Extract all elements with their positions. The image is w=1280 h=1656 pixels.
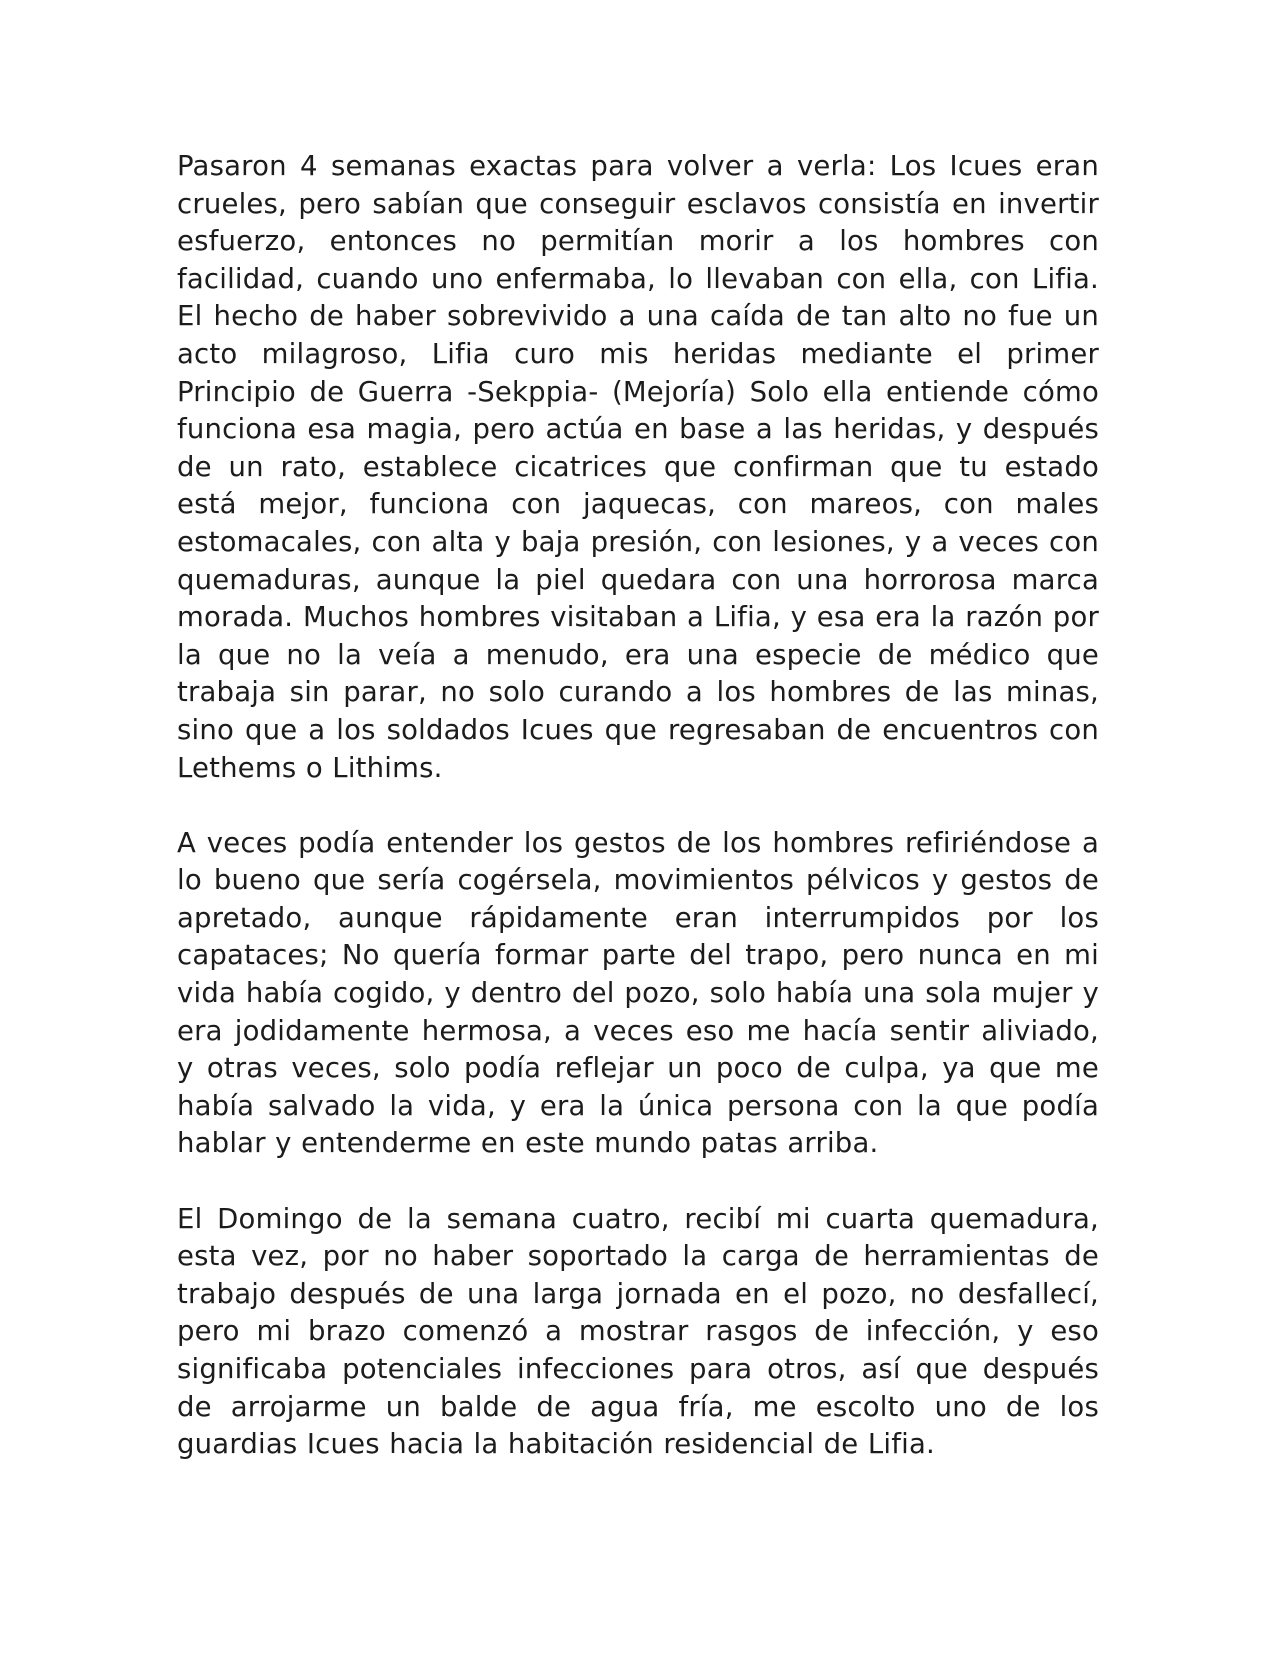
paragraph-1: Pasaron 4 semanas exactas para volver a verla: Los Icues eran crueles, pero sabían que conseguir esclavos consistía en invertir esfuerzo, entonces no permitían morir a los hombres con facilidad, cuando uno enfermaba, lo llevaban con ella, con Lifia. El hecho de haber sobrevivido a una caída de tan alto no fue un acto milagroso, Lifia curo mis heridas mediante el primer Principio de Guerra -Sekppia- (Mejoría) Solo ella entiende cómo funciona esa magia, pero actúa en base a las heridas, y después de un rato, establece cicatrices que confirman que tu estado está mejor, funciona con jaquecas, con mareos, con males estomacales, con alta y baja presión, con lesiones, y a veces con quemaduras, aunque la piel quedara con una horrorosa marca morada. Muchos hombres visitaban a Lifia, y esa era la razón por la que no la veía a menudo, era una especie de médico que trabaja sin parar, no solo curando a los hombres de las minas, sino que a los soldados Icues que regresaban de encuentros con Lethems o Lithims. xyxy=(177,150,1099,784)
paragraph-2: A veces podía entender los gestos de los hombres refiriéndose a lo bueno que sería cogérsela, movimientos pélvicos y gestos de apretado, aunque rápidamente eran interrumpidos por los capataces; No quería formar parte del trapo, pero nunca en mi vida había cogido, y dentro del pozo, solo había una sola mujer y era jodidamente hermosa, a veces eso me hacía sentir aliviado, y otras veces, solo podía reflejar un poco de culpa, ya que me había salvado la vida, y era la única persona con la que podía hablar y entenderme en este mundo patas arriba. xyxy=(177,826,1099,1160)
document-page xyxy=(177,148,1099,1464)
paragraph-3: El Domingo de la semana cuatro, recibí mi cuarta quemadura, esta vez, por no haber soportado la carga de herramientas de trabajo después de una larga jornada en el pozo, no desfallecí, pero mi brazo comenzó a mostrar rasgos de infección, y eso significaba potenciales infecciones para otros, así que después de arrojarme un balde de agua fría, me escolto uno de los guardias Icues hacia la habitación residencial de Lifia. xyxy=(177,1202,1099,1461)
